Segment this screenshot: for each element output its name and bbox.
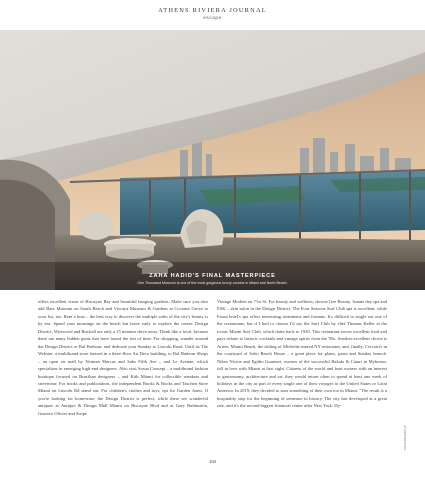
page-number: 104 xyxy=(209,459,216,464)
photo-credit-text: PHOTOGRAPHY xyxy=(403,424,407,450)
magazine-title: ATHENS RIVIERA JOURNAL xyxy=(158,7,267,14)
body-text-right: Vintage Modern on 71st St. For beauty and wellness, choose Gee Beauty, Isanne day spa and ESK – skin salon in the Design District. The Four Seasons Surf Club spa is excellent, while Fausa hotel's spa offers interesting treatments and formats. It's difficult to single out one of the restaurants, but if I had to choose I'd say the Surf Club by chef Thomas Keller at the iconic Miami Surf Club, which dates back to 1930. This restaurant serves excellent food and pays tribute to historic cocktails and vintage spirits from the '50s. Another excellent choice is Ariete, Miami Beach, the sibling of Michelin-starred NY restaurant, and, finally, Cecconi's in the courtyard of Soho Beach House – a great place for plates, pasta and Sunday brunch. Nikos Nicion and Egidio Guarneri, owners of the successful Bakalo & Catari in Mykonos, fell in love with Miami at first sight. Citizens of the world and boat owners with an interest in gastronomy, architecture and art, they would return often to spend at least one week of holidays in the city as part of every single one of their voyages to the United States or Latin America. In 2019, they decided to start something of their own too in Miami. "The result is a hospitality stop for the beginning of someone in history. The city has developed at a great rate, and it's the second biggest financial center after New York. Dy- xyxy=(217,299,387,409)
photo-credit xyxy=(398,420,418,450)
article-column-right xyxy=(217,298,387,410)
masthead xyxy=(0,7,425,21)
feature-photo xyxy=(0,30,425,290)
balcony-photo-illustration xyxy=(0,30,425,290)
section-label: escape xyxy=(203,15,222,20)
photo-caption: One Thousand Museum is one of the most gorgeous luxury condos in Miami and North Beach. xyxy=(137,281,288,285)
photo-title: ZAHA HADID'S FINAL MASTERPIECE xyxy=(149,273,276,279)
article-column-left xyxy=(38,298,208,417)
body-text-left: offers excellent vistas of Biscayne Bay and beautiful hanging gardens. Make sure you also add Bass Museum on South Beach and Vizcaya Museum & Gardens at Coconut Grove to your list, too. Rent a boat – the best way to discover the multiple sides of the city's beauty is by sea. Spend your mornings on the beach but leave early to explore the center. Design District, Wynwood and Brickell are only a 15 minutes drive away. Think like a local, because there are many hidden gems that have lasted the test of time. For shopping, wander around the Design District or Bal Harbour, and dedicate your Sunday to Lincoln Road. Until its The Webster, a multibrand store housed in a three-floor Art Deco building, to Bal Harbour Shops – an open air mall by Neiman Marcus and Saks Fifth Ave – and Le Avenue, which specializes in emerging high-end designers. Also visit Sosua Concept – a multibrand fashion boutique focused on Brazilian designers – and Kith Miami for collectible sneakers and streetwear. For books and publications, the independent Books & Books and Taschen Store Miami on Lincoln Rd stand out. For children's clothes and toys, opt for Garden Jones. If you're looking for homeware, the Design District is perfect, while there are wonderful antiques at Antique & Design Mall Miami on Biscayne Blvd and at Gary Rubinstein, Gustavo Olivier and Stripe xyxy=(38,299,208,416)
